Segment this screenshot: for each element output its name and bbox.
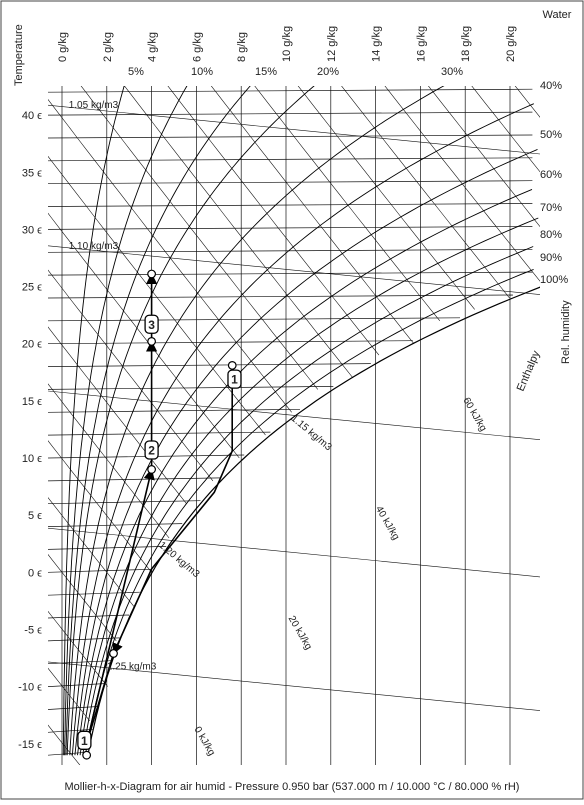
- y-tick-label: -10 ϵ: [18, 681, 42, 694]
- rh-label: 40%: [540, 80, 563, 92]
- density-label: 1.25 kg/m3: [106, 661, 157, 673]
- density-label: 1.15 kg/m3: [288, 413, 334, 454]
- state-label-text: 1: [231, 372, 238, 387]
- density-label: 1.10 kg/m3: [68, 240, 119, 252]
- state-label-text: 1: [81, 733, 88, 748]
- rh-label: 80%: [540, 229, 563, 241]
- y-axis-title: Temperature: [13, 24, 25, 86]
- chart-title: Mollier-h-x-Diagram for air humid - Pressure 0.950 bar (537.000 m / 10.000 °C / 80.000 % rH): [64, 781, 520, 793]
- enthalpy-label: 60 kJ/kg: [460, 395, 489, 434]
- rh-label: 10%: [190, 66, 214, 78]
- rh-label: 60%: [540, 169, 563, 181]
- rh-label: 30%: [440, 66, 464, 78]
- x-tick-label: 0 g/kg: [57, 32, 69, 62]
- x-tick-label: 20 g/kg: [505, 25, 517, 62]
- rh-label: 100%: [540, 274, 569, 286]
- x-tick-label: 4 g/kg: [146, 32, 159, 62]
- state-label: [78, 731, 91, 749]
- state-label: [228, 370, 241, 388]
- state-label-text: 3: [148, 317, 155, 332]
- rh-label: 5%: [128, 66, 144, 78]
- rh-label: 15%: [254, 66, 278, 78]
- process-point: [148, 270, 156, 278]
- process-point: [148, 466, 156, 474]
- y-tick-label: 5 ϵ: [27, 510, 42, 523]
- enthalpy-label: 0 kJ/kg: [191, 724, 217, 758]
- process-point: [228, 362, 236, 370]
- y-tick-label: 20 ϵ: [21, 338, 42, 351]
- x-axis-title: Water: [542, 9, 572, 21]
- density-label: 1.20 kg/m3: [156, 539, 202, 581]
- y-tick-label: 40 ϵ: [21, 110, 42, 123]
- rh-axis-title: Rel. humidity: [560, 300, 572, 364]
- y-tick-label: 15 ϵ: [21, 395, 42, 408]
- state-label: [145, 441, 158, 459]
- x-tick-label: 10 g/kg: [281, 25, 293, 62]
- rh-label: 70%: [540, 202, 563, 214]
- y-tick-label: 35 ϵ: [21, 167, 42, 180]
- state-label-text: 2: [148, 443, 155, 458]
- y-tick-label: -15 ϵ: [18, 738, 42, 751]
- process-point: [83, 751, 91, 759]
- enthalpy-axis-title: Enthalpy: [514, 349, 543, 394]
- process-point: [110, 650, 118, 658]
- process-point: [148, 338, 156, 346]
- y-tick-label: 25 ϵ: [21, 281, 42, 294]
- x-tick-label: 2 g/kg: [101, 32, 114, 62]
- x-tick-label: 6 g/kg: [191, 32, 204, 62]
- y-tick-label: 10 ϵ: [21, 453, 42, 465]
- y-tick-label: -5 ϵ: [24, 624, 42, 637]
- enthalpy-label: 40 kJ/kg: [373, 504, 402, 543]
- rh-label: 20%: [316, 66, 340, 78]
- y-tick-label: 0 ϵ: [27, 567, 42, 580]
- density-label: 1.05 kg/m3: [68, 100, 119, 112]
- x-tick-label: 12 g/kg: [325, 25, 338, 62]
- state-label: [145, 315, 158, 333]
- rh-label: 50%: [540, 129, 563, 141]
- y-tick-label: 30 ϵ: [21, 224, 42, 237]
- x-tick-label: 18 g/kg: [460, 25, 473, 62]
- rh-label: 90%: [540, 252, 563, 264]
- x-tick-label: 14 g/kg: [370, 25, 383, 62]
- x-tick-label: 16 g/kg: [415, 25, 428, 62]
- x-tick-label: 8 g/kg: [236, 32, 249, 62]
- enthalpy-label: 20 kJ/kg: [285, 614, 314, 652]
